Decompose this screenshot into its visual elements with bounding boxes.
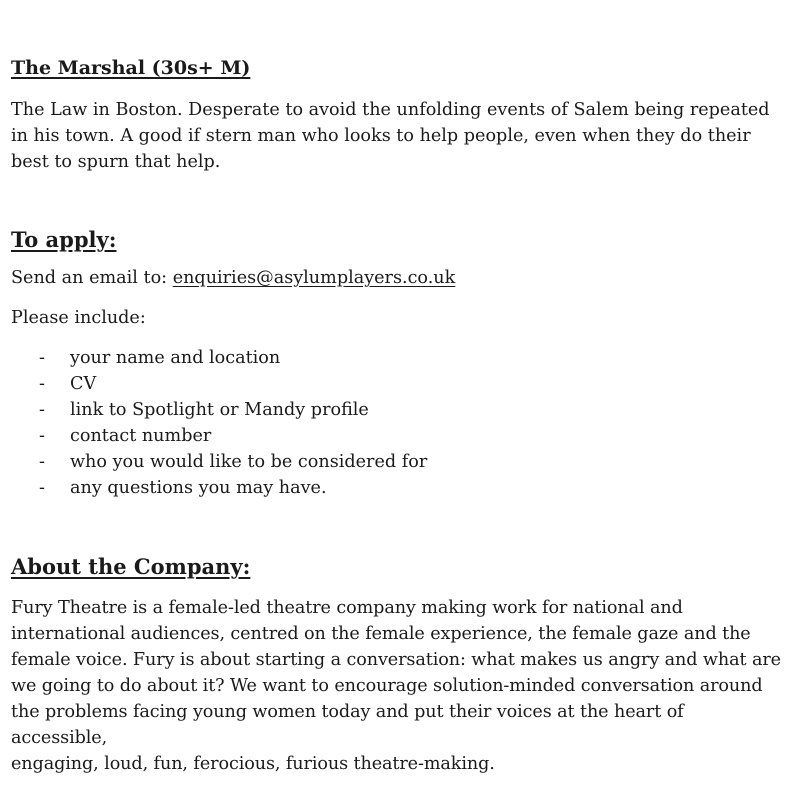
bullet-dash: -: [39, 348, 45, 368]
about-line: female voice. Fury is about starting a conversation: what makes us angry and what are: [11, 650, 781, 670]
bullet-dash: -: [39, 452, 45, 472]
list-item-text: any questions you may have.: [70, 478, 327, 498]
about-line: Fury Theatre is a female-led theatre company making work for national and: [11, 598, 683, 618]
bullet-dash: -: [39, 374, 45, 394]
email-link[interactable]: enquiries@asylumplayers.co.uk: [172, 268, 456, 288]
list-item-text: CV: [70, 374, 97, 394]
marshal-heading: The Marshal (30s+ M): [11, 57, 251, 79]
about-description: [11, 595, 781, 777]
list-item-text: who you would like to be considered for: [70, 452, 428, 472]
about-heading: About the Company:: [11, 554, 251, 579]
list-item-text: contact number: [70, 426, 212, 446]
about-line: international audiences, centred on the female experience, the female gaze and the: [11, 624, 751, 644]
bullet-dash: -: [39, 478, 45, 498]
about-line: engaging, loud, fun, ferocious, furious theatre-making.: [11, 754, 495, 774]
apply-heading: To apply:: [11, 227, 117, 252]
about-line: the problems facing young women today and put their voices at the heart of accessible,: [11, 702, 684, 748]
marshal-description: The Law in Boston. Desperate to avoid the unfolding events of Salem being repeated in his town. A good if stern man who looks to help people, even when they do their best to spurn that help.: [11, 100, 770, 172]
include-label: Please include:: [11, 308, 146, 328]
about-line: we going to do about it? We want to encourage solution-minded conversation around: [11, 676, 763, 696]
bullet-dash: -: [39, 426, 45, 446]
send-email-prefix: Send an email to:: [11, 268, 173, 288]
bullet-dash: -: [39, 400, 45, 420]
send-email-line: [11, 268, 455, 288]
list-item-text: link to Spotlight or Mandy profile: [70, 400, 369, 420]
list-item-text: your name and location: [70, 348, 281, 368]
